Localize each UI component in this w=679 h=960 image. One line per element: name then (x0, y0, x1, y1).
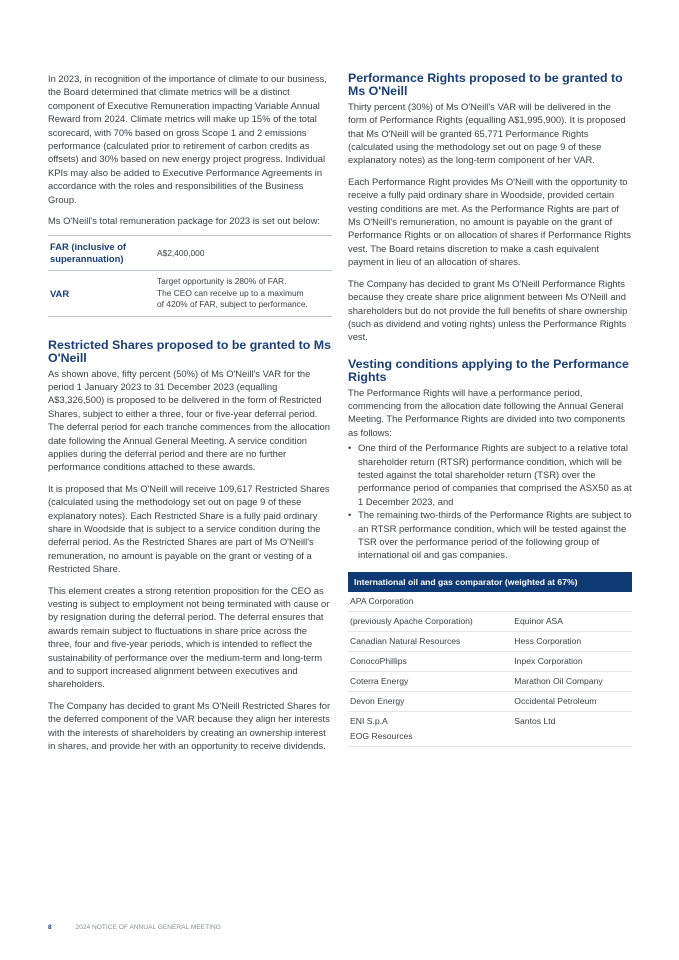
table-row (348, 631, 632, 651)
footer-title: 2024 NOTICE OF ANNUAL GENERAL MEETING (75, 924, 221, 931)
vesting-conditions-heading: Vesting conditions applying to the Performance Rights (348, 356, 629, 385)
var-line: of 420% of FAR, subject to performance. (157, 299, 308, 310)
restricted-shares-paragraph-4: The Company has decided to grant Ms O'Neill Restricted Shares for the deferred component of the VAR because they align her interests with the interests of shareholders by creating an ownership interest in shares, and provide her with an opportunity to receive dividends. (48, 699, 331, 752)
remuneration-table (48, 235, 332, 316)
comparator-cell: Coterra Energy (348, 671, 512, 691)
climate-paragraph: In 2023, in recognition of the importance of climate to our business, the Board determined that climate metrics will be a distinct component of Executive Remuneration impacting Variable Annual Reward from 2024. Climate metrics will make up 15% of the total scorecard, with 70% based on gross Scope 1 and 2 emissions performance (calculated prior to retirement of carbon credits as offsets) and 30% based on new energy project progress. Individual KPIs may also be added to Executive Performance Agreements in accordance with the roles and responsibilities of the Business Group. (48, 73, 327, 205)
list-item: • The remaining two-thirds of the Performance Rights are subject to an RTSR performance condition, which will be tested against the TSR over the performance period of the following group of international oil and gas companies. (348, 508, 632, 562)
var-line: Target opportunity is 280% of FAR. (157, 276, 287, 287)
comparator-cell: ConocoPhillips (348, 651, 512, 671)
vesting-paragraph: The Performance Rights will have a performance period, commencing from the allocation date following the Annual General Meeting. The Performance Rights are divided into two components as follows: (348, 386, 626, 438)
table-row (348, 651, 632, 671)
performance-rights-paragraph-3: The Company has decided to grant Ms O'Neill Performance Rights because they create share price alignment between Ms O'Neill and shareholders but do not provide the full benefits of share ownership (such as dividend and voting rights) unless the Performance Rights vest. (348, 277, 628, 343)
comparator-title: International oil and gas comparator (weighted at 67%) (348, 572, 632, 592)
comparator-cell: Equinor ASA (512, 611, 632, 631)
table-row (348, 611, 632, 631)
var-value (155, 271, 332, 316)
page-number: 8 (48, 924, 52, 931)
table-row (348, 592, 632, 612)
table-row (348, 671, 632, 691)
table-row (348, 691, 632, 711)
restricted-shares-paragraph-1: As shown above, fifty percent (50%) of Ms O'Neill's VAR for the period 1 January 2023 to 31 December 2023 (equalling A$3,326,500) is proposed to be delivered in the form of Restricted Shares, subject to either a three, four or five-year deferral period. The deferral period for each tranche commences from the allocation date following the Annual General Meeting. A service condition applies during the deferral period and there are no further performance conditions attached to these awards. (48, 367, 330, 473)
page-footer (48, 924, 221, 931)
comparator-cell: EOG Resources (348, 731, 512, 747)
table-row (48, 271, 332, 316)
right-column (348, 72, 632, 747)
comparator-cell: (previously Apache Corporation) (348, 611, 512, 631)
restricted-shares-paragraph-2: It is proposed that Ms O'Neill will receive 109,617 Restricted Shares (calculated using the methodology set out on page 9 of these explanatory notes). Each Restricted Share is a fully paid ordinary share in Woodside that is subject to a service condition during the deferral period. As the Restricted Shares are part of Ms O'Neill's remuneration, no amount is payable on the grant or vesting of a Restricted Share. (48, 482, 330, 575)
list-item: • One third of the Performance Rights are subject to a relative total shareholder return (RTSR) performance condition, which will be tested against the total shareholder return (TSR) over the performance period of companies that comprised the ASX50 as at 1 December 2023, and (348, 441, 632, 508)
var-label: VAR (48, 271, 155, 316)
comparator-cell: Devon Energy (348, 691, 512, 711)
var-line: The CEO can receive up to a maximum (157, 287, 304, 298)
restricted-shares-paragraph-3: This element creates a strong retention proposition for the CEO as vesting is subject to employment not being terminated with cause or by resignation during the deferral period. The deferral ensures that awards remain subject to fluctuations in share price across the three, four and five-year periods, which is intended to reflect the sustainability of performance over the medium-term and long-term and to support increased alignment between executives and shareholders. (48, 584, 330, 690)
comparator-cell: Santos Ltd (514, 715, 556, 726)
comparator-cell: Inpex Corporation (512, 651, 632, 671)
comparator-cell: Hess Corporation (512, 631, 632, 651)
comparator-cell (512, 731, 632, 747)
left-column (48, 72, 332, 760)
comparator-cell: Marathon Oil Company (512, 671, 632, 691)
comparator-cell: Canadian Natural Resources (348, 631, 512, 651)
performance-rights-paragraph-2: Each Performance Right provides Ms O'Neill with the opportunity to receive a fully paid ordinary share in Woodside, provided certain vesting conditions are met. As the Performance Rights are part of Ms O'Neill's remuneration, no amount is payable on the grant of Performance Rights or on allocation of shares if Performance Rights vest. The Board retains discretion to make a cash equivalent payment in lieu of an allocation of shares. (348, 175, 631, 268)
far-label: FAR (inclusive of superannuation) (48, 236, 155, 271)
comparator-cell: ENI S.p.A (350, 715, 388, 726)
table-row (48, 236, 332, 271)
comparator-cell: Occidental Petroleum (512, 691, 632, 711)
restricted-shares-heading: Restricted Shares proposed to be granted to Ms O'Neill (48, 337, 331, 366)
package-intro: Ms O'Neill's total remuneration package for 2023 is set out below: (48, 215, 320, 227)
far-value: A$2,400,000 (155, 236, 332, 271)
vesting-bullets (348, 441, 632, 562)
performance-rights-heading: Performance Rights proposed to be granted to Ms O'Neill (348, 71, 623, 99)
performance-rights-paragraph-1: Thirty percent (30%) of Ms O'Neill's VAR will be delivered in the form of Performance Rights (equalling A$1,995,900). It is proposed that Ms O'Neill will be granted 65,771 Performance Rights (calculated using the methodology set out on page 9 of these explanatory notes) as the long-term component of her VAR. (348, 100, 626, 166)
comparator-cell: APA Corporation (348, 592, 512, 612)
comparator-cell (512, 592, 632, 612)
table-row (348, 731, 632, 747)
comparator-table (348, 592, 632, 747)
table-row (348, 711, 632, 731)
